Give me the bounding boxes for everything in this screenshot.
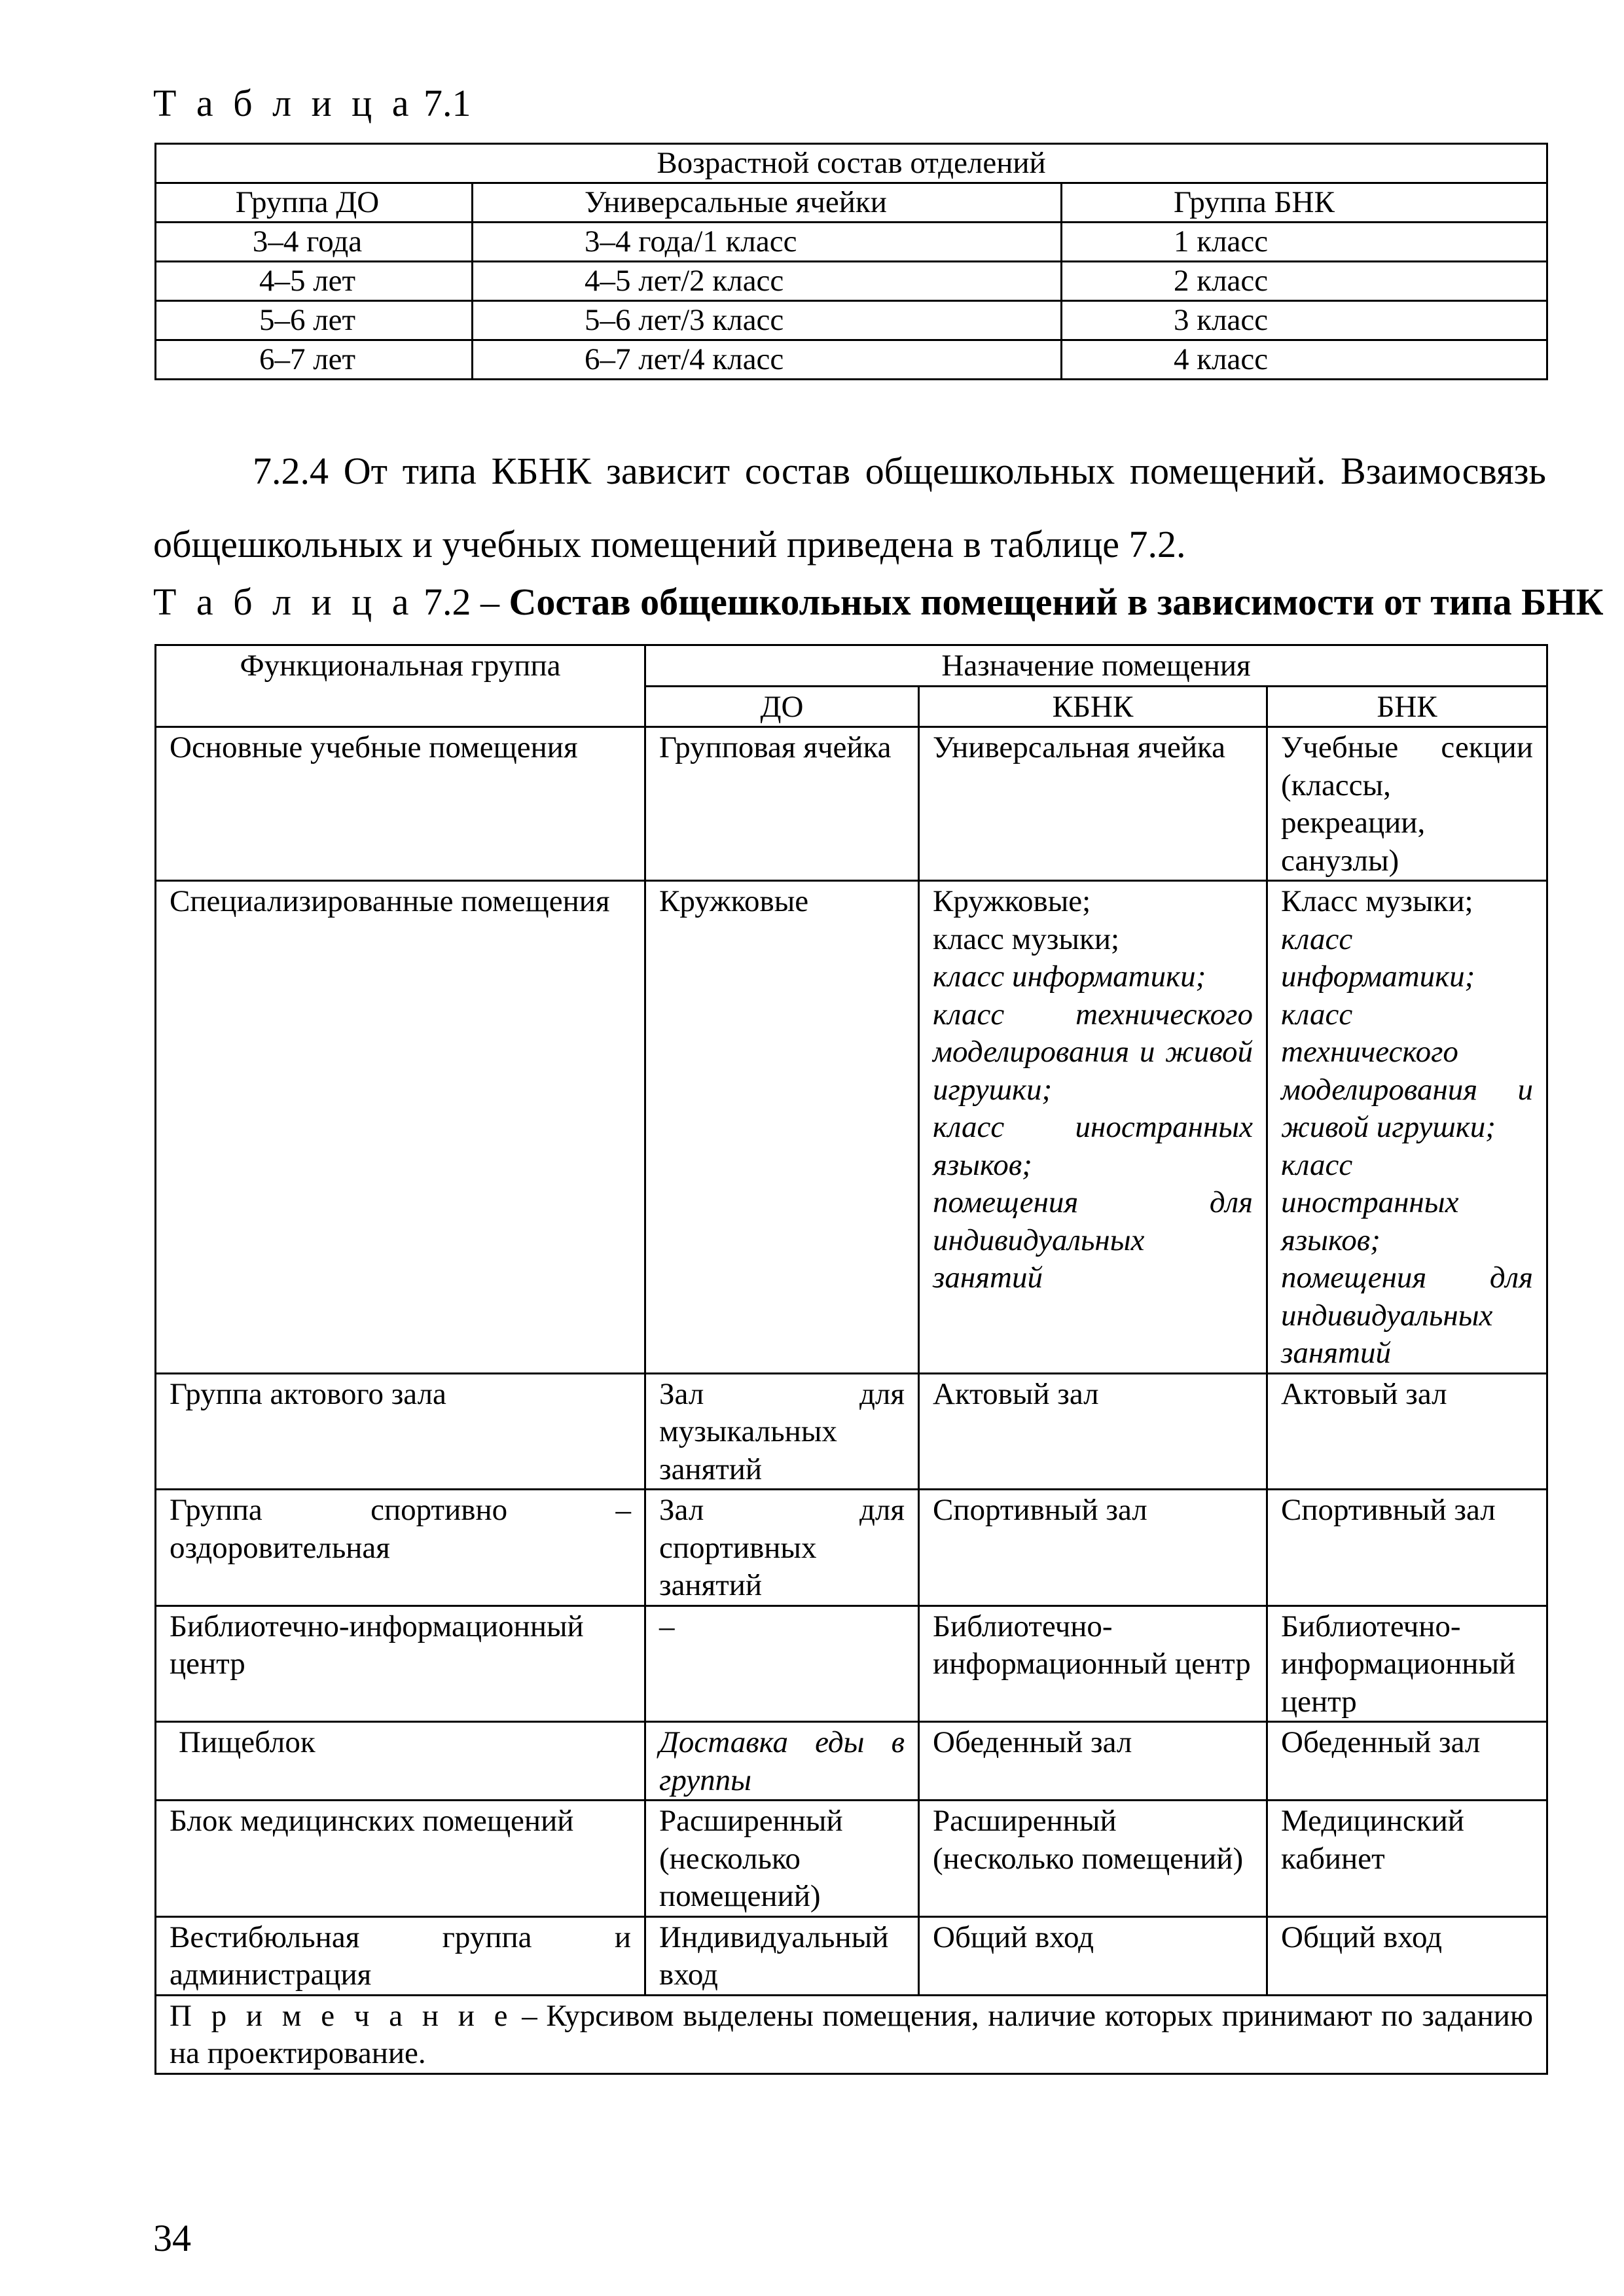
note-prefix: П р и м е ч а н и е [170,1998,513,2033]
table-cell: Вестибюльная группа и администрация [156,1916,645,1995]
table-cell: 2 класс [1062,262,1547,301]
table-cell [1267,881,1547,1374]
table-cell: Зал для спортивных занятий [645,1490,919,1606]
school-premises-table [154,644,1548,2075]
table-cell: Актовый зал [919,1373,1267,1490]
column-header: Группа БНК [1062,183,1547,223]
table-cell: 6–7 лет [156,340,473,380]
column-header: Группа ДО [156,183,473,223]
cell-line-italic: помещения для индивидуальных занятий [933,1185,1253,1295]
cell-line: Класс музыки; [1281,884,1473,918]
cell-line-italic: помещения для индивидуальных занятий [1281,1261,1533,1370]
table-row [156,1373,1547,1490]
table-cell: Универсальная ячейка [919,727,1267,881]
table-row [156,223,1547,262]
table-row [156,340,1547,380]
table-cell: Расширенный (несколько помещений) [919,1801,1267,1917]
column-header: КБНК [919,686,1267,727]
table-7-2-caption-number: 7.2 – [423,581,499,623]
cell-line: Кружковые; [933,884,1091,918]
table-cell: Учебные секции (классы, рекреации, санузлы) [1267,727,1547,881]
page-number: 34 [153,2217,191,2259]
table-cell: Обеденный зал [1267,1722,1547,1801]
table-row [156,1801,1547,1917]
table-cell: Основные учебные помещения [156,727,645,881]
table-cell: 1 класс [1062,223,1547,262]
cell-line: класс музыки; [933,922,1120,956]
table-cell: 4 класс [1062,340,1547,380]
table-cell: 4–5 лет [156,262,473,301]
table-7-1-caption [153,77,471,130]
table-cell: Зал для музыкальных занятий [645,1373,919,1490]
table-cell: Расширенный (несколько помещений) [645,1801,919,1917]
table-cell: Группа спортивно – оздоровительная [156,1490,645,1606]
table-row [156,183,1547,223]
table-row [156,262,1547,301]
table-cell: 3–4 года [156,223,473,262]
table-cell: Спортивный зал [1267,1490,1547,1606]
table-cell: Индивидуальный вход [645,1916,919,1995]
functional-group-header: Функциональная группа [156,645,645,727]
table-cell: Группа актового зала [156,1373,645,1490]
table-7-1-caption-prefix: Т а б л и ц а [153,82,414,124]
cell-line-italic: класс информатики; [1281,922,1475,994]
table-cell: 5–6 лет/3 класс [473,301,1062,340]
table-note [156,1995,1547,2073]
table-cell: Общий вход [1267,1916,1547,1995]
table-7-2-caption-prefix: Т а б л и ц а [153,581,414,623]
table-cell: Библиотечно-информационный центр [1267,1605,1547,1722]
age-composition-header: Возрастной состав отделений [156,144,1547,183]
table-cell: 6–7 лет/4 класс [473,340,1062,380]
table-cell: 3 класс [1062,301,1547,340]
paragraph-line-1: 7.2.4 От типа КБНК зависит состав общешкольных помещений. Взаимосвязь [253,450,1546,492]
column-header: Универсальные ячейки [473,183,1062,223]
table-cell: Специализированные помещения [156,881,645,1374]
cell-line-italic: класс иностранных языков; [933,1110,1253,1182]
table-cell: Групповая ячейка [645,727,919,881]
table-cell: 4–5 лет/2 класс [473,262,1062,301]
table-row [156,301,1547,340]
table-7-1-caption-number: 7.1 [423,82,471,124]
cell-line-italic: класс технического моделирования и живой игрушки; [1281,997,1533,1144]
table-cell: Обеденный зал [919,1722,1267,1801]
table-row [156,1722,1547,1801]
table-cell: Доставка еды в группы [645,1722,919,1801]
table-row [156,1605,1547,1722]
table-cell: 3–4 года/1 класс [473,223,1062,262]
table-cell: Спортивный зал [919,1490,1267,1606]
table-cell: Блок медицинских помещений [156,1801,645,1917]
table-cell: Медицинский кабинет [1267,1801,1547,1917]
premises-purpose-header: Назначение помещения [645,645,1547,687]
table-row [156,727,1547,881]
note-text: – Курсивом выделены помещения, наличие которых принимают по заданию на проектирование. [170,1998,1533,2070]
cell-line-italic: класс иностранных языков; [1281,1147,1459,1257]
table-cell: Общий вход [919,1916,1267,1995]
table-row [156,1916,1547,1995]
column-header: ДО [645,686,919,727]
table-7-2-caption-title: Состав общешкольных помещений в зависимости от типа БНК [509,581,1604,623]
table-note-row [156,1995,1547,2073]
table-cell: 5–6 лет [156,301,473,340]
cell-line-italic: класс технического моделирования и живой игрушки; [933,997,1253,1107]
table-row [156,1490,1547,1606]
cell-line-italic: класс информатики; [933,960,1206,994]
table-row [156,881,1547,1374]
paragraph-line-2: общешкольных и учебных помещений приведена в таблице 7.2. [153,523,1186,565]
table-cell [919,881,1267,1374]
table-cell: Библиотечно-информационный центр [919,1605,1267,1722]
table-cell: Актовый зал [1267,1373,1547,1490]
table-cell: – [645,1605,919,1722]
column-header: БНК [1267,686,1547,727]
table-cell: Библиотечно-информационный центр [156,1605,645,1722]
age-composition-table [154,143,1548,380]
table-cell: Кружковые [645,881,919,1374]
table-cell: Пищеблок [156,1722,645,1801]
table-7-2-caption [153,576,1604,628]
